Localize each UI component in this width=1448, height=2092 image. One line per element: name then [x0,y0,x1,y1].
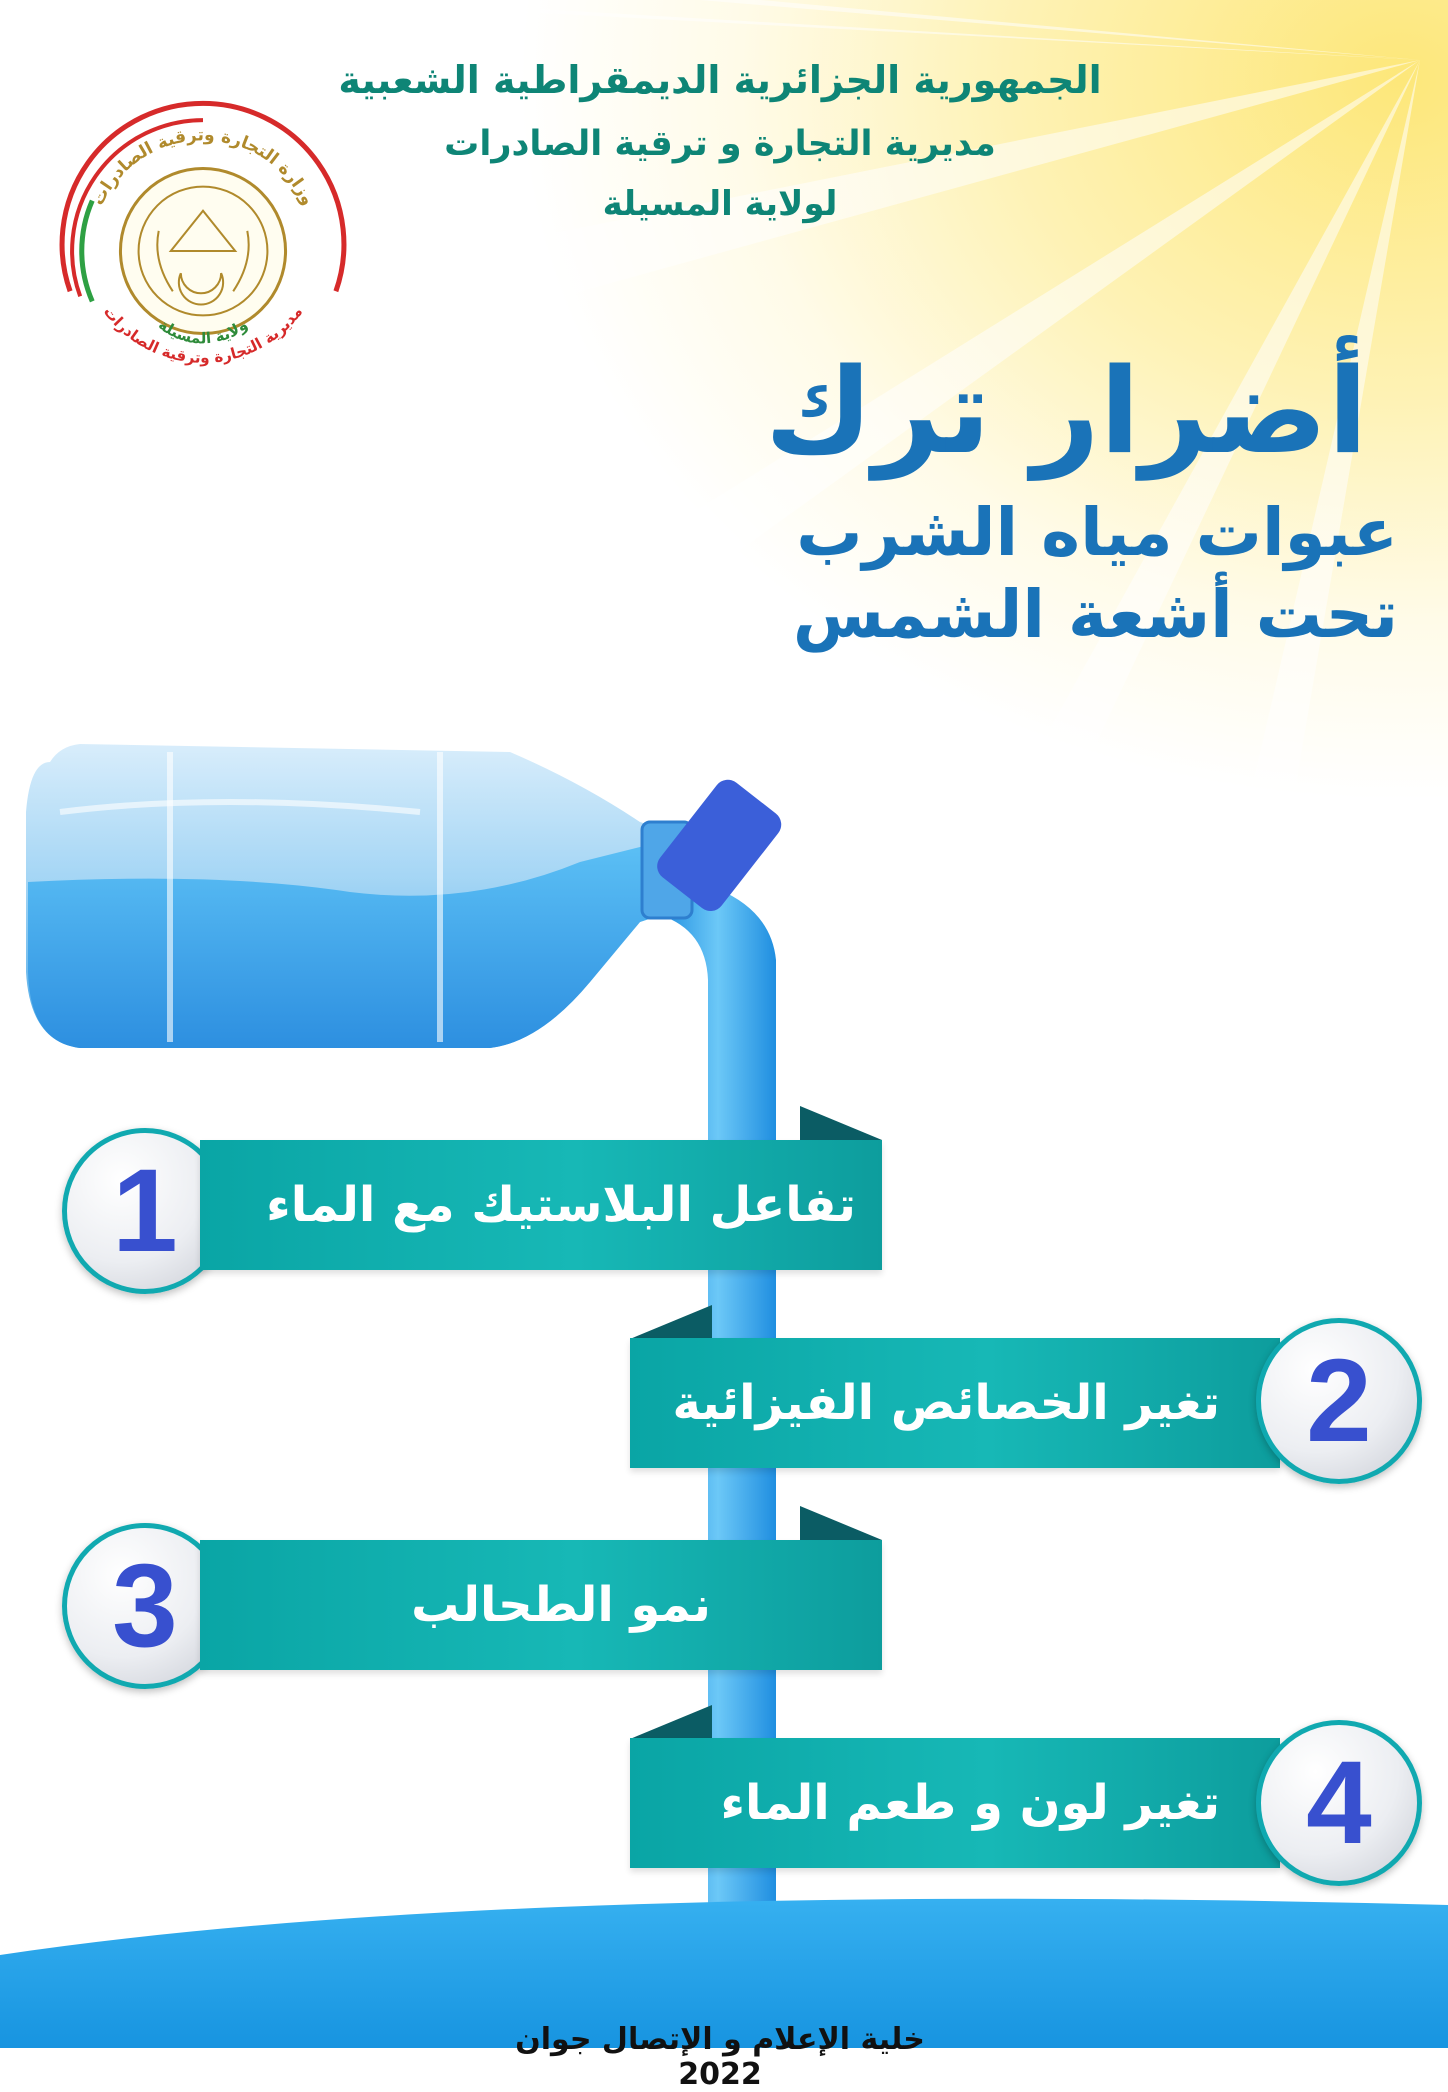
step-number-2: 2 [1306,1335,1372,1467]
step-ribbon-2 [630,1338,1280,1468]
step-label-3: نمو الطحالب [411,1577,711,1633]
ribbon-fold-2 [630,1305,712,1339]
step-ribbon-4 [630,1738,1280,1868]
ribbon-fold-3 [800,1506,882,1540]
header-republic: الجمهورية الجزائرية الديمقراطية الشعبية [338,58,1102,102]
step-label-1: تفاعل البلاستيك مع الماء [266,1177,856,1233]
poster-subtitle-1: عبوات مياه الشرب [796,494,1398,571]
step-ribbon-3 [200,1540,882,1670]
poster-title: أضرار ترك [764,342,1368,480]
seal-outer-text: وزارة التجارة وترقية الصادرات [88,125,318,209]
water-bottle-illustration [20,722,760,1062]
step-label-2: تغير الخصائص الفيزائية [672,1375,1220,1431]
poster-subtitle-2: تحت أشعة الشمس [792,576,1398,653]
ribbon-fold-4 [630,1705,712,1739]
step-label-4: تغير لون و طعم الماء [720,1775,1220,1831]
ribbon-fold-1 [800,1106,882,1140]
step-number-4: 4 [1306,1737,1372,1869]
step-number-1: 1 [112,1145,178,1277]
step-number-circle-4 [1256,1720,1422,1886]
step-ribbon-1 [200,1140,882,1270]
seal-inner-text: ولاية المسيلة [155,315,251,348]
footer-credit: خلية الإعلام و الإتصال جوان 2022 [515,2022,925,2092]
header-directorate: مديرية التجارة و ترقية الصادرات [444,124,996,164]
step-number-circle-2 [1256,1318,1422,1484]
seal-bottom-text: مديرية التجارة وترقية الصادرات [99,302,307,367]
step-number-3: 3 [112,1540,178,1672]
header-province: لولاية المسيلة [602,184,838,224]
